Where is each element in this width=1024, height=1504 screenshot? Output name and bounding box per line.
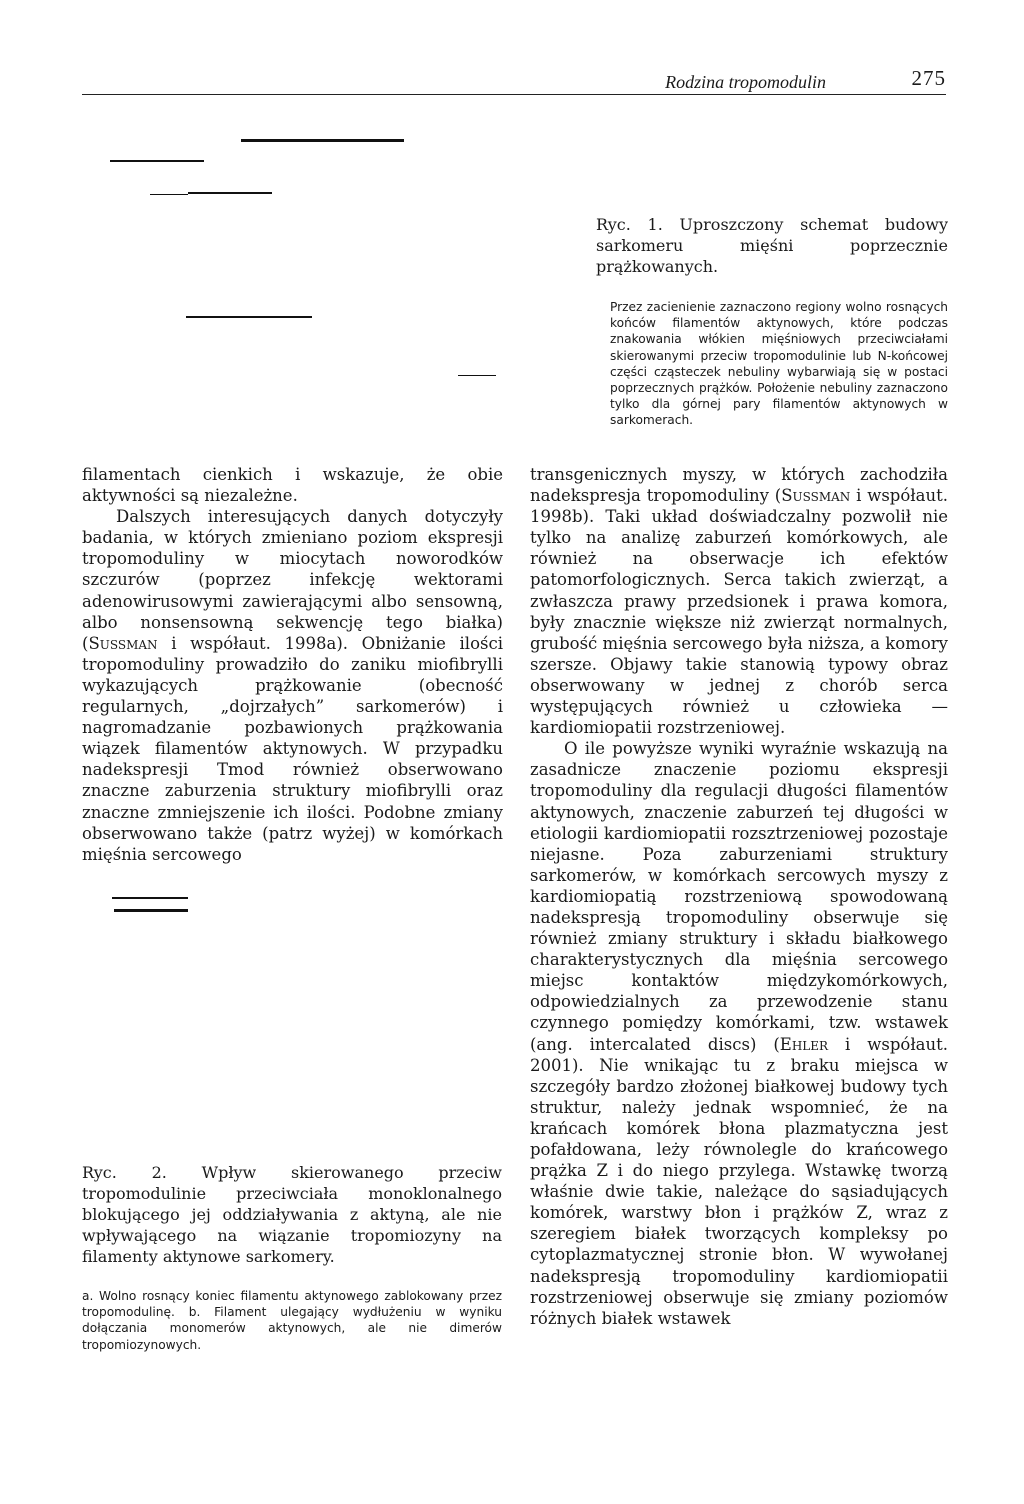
- page-header: [82, 66, 946, 95]
- right-column: [530, 464, 948, 1329]
- figure-2-line: [112, 897, 188, 899]
- figure-1-caption: Ryc. 1. Uproszczony schemat budowy sarkomeru mięśni poprzecznie prążkowanych.: [596, 215, 948, 276]
- figure-1-line: [186, 316, 312, 318]
- left-column: [82, 464, 503, 865]
- right-paragraph-1: transgenicznych myszy, w których zachodziła nadekspresja tropomoduliny (Sussman i współaut. 1998b). Taki układ doświadczalny pozwolił nie tylko na analizę zaburzeń komórkowych, ale również na obserwacje ich efektów patomorfologicznych. Serca takich zwierząt, a zwłaszcza prawy przedsionek i prawa komora, były znacznie większe niż zwierząt normalnych, grubość mięśnia sercowego była niższa, a komory szersze. Objawy takie stanowią typowy obraz obserwowany w jednej z chorób serca występujących również u człowieka — kardiomiopatii rozstrzeniowej.: [530, 465, 948, 738]
- citation-author: Sussman: [88, 633, 158, 653]
- left-paragraph-1: filamentach cienkich i wskazuje, że obie aktywności są niezależne.: [82, 465, 503, 506]
- figure-2-caption: Ryc. 2. Wpływ skierowanego przeciw tropomodulinie przeciwciała monoklonalnego blokującego jej oddziaływania z aktyną, ale nie wpływającego na wiązanie tropomiozyny na filamenty aktynowe sarkomery.: [82, 1163, 502, 1266]
- citation-author: Sussman: [781, 486, 851, 506]
- citation-author: Ehler: [779, 1034, 829, 1054]
- figure-2-line: [114, 909, 188, 912]
- right-paragraph-2: O ile powyższe wyniki wyraźnie wskazują na zasadnicze znaczenie poziomu ekspresji tropomoduliny dla regulacji długości filamentów aktynowych, znaczenie zaburzeń tej długości w etiologii kardiomiopatii rozsztrzeniowej pozostaje niejasne. Poza zaburzeniami struktury sarkomerów, w komórkach sercowych myszy z kardiomiopatią rozstrzeniową spowodowaną nadekspresją tropomoduliny obserwuje się również zmiany struktury i składu białkowego charakterystycznych dla mięśnia sercowego miejsc kontaktów międzykomórkowych, odpowiedzialnych za przewodzenie stanu czynnego pomiędzy komórkami, tzw. wstawek (ang. intercalated discs) (Ehler i współaut. 2001). Nie wnikając tu z braku miejsca w szczegóły bardzo złożonej białkowej budowy tych struktur, należy jednak wspomnieć, że na krańcach komórek błona plazmatyczna jest pofałdowana, leży równolegle do krańcowego prążka Z i do niego przylega. Wstawkę tworzą właśnie dwie takie, należące do sąsiadujących komórek, warstwy błon i prążków Z, wraz z szeregiem białek tworzących kompleksy po cytoplazmatycznej stronie błon. W wywołanej nadekspresją tropomoduliny kardiomiopatii rozstrzeniowej obserwuje się zmiany poziomów różnych białek wstawek: [530, 739, 949, 1328]
- figure-1-line: [150, 194, 188, 195]
- running-title: Rodzina tropomodulin: [665, 72, 826, 92]
- figure-1-note: Przez zacienienie zaznaczono regiony wolno rosnących końców filamentów aktynowych, które podczas znakowania włókien mięśniowych przeciwciałami skierowanymi przeciw tropomodulinie lub N-końcowej części cząsteczek nebuliny wybarwiają się w postaci poprzecznych prążków. Położenie nebuliny zaznaczono tylko dla górnej pary filamentów aktynowych w sarkomerach.: [610, 300, 948, 428]
- figure-1-line: [110, 160, 204, 162]
- figure-1-line: [241, 139, 404, 142]
- left-paragraph-2: Dalszych interesujących danych dotyczyły badania, w których zmieniano poziom ekspresji tropomoduliny w miocytach noworodków szczurów (poprzez infekcję wektorami adenowirusowymi zawierającymi albo sensowną, albo nonsensowną sekwencję tego białka) (Sussman i współaut. 1998a). Obniżanie ilości tropomoduliny prowadziło do zaniku miofibrylli wykazujących prążkowanie (obecność regularnych, „dojrzałych” sarkomerów) i nagromadzanie pozbawionych prążkowania wiązek filamentów aktynowych. W przypadku nadekspresji Tmod również obserwowano znaczne zaburzenia struktury miofibrylli oraz znaczne zmniejszenie ich ilości. Podobne zmiany obserwowano także (patrz wyżej) w komórkach mięśnia sercowego: [82, 507, 503, 864]
- figure-1-line: [188, 192, 272, 194]
- figure-2-note: a. Wolno rosnący koniec filamentu aktynowego zablokowany przez tropomodulinę. b. Filament ulegający wydłużeniu w wyniku dołączania monomerów aktynowych, ale nie dimerów tropomiozynowych.: [82, 1289, 502, 1352]
- page-number: 275: [911, 66, 946, 90]
- figure-1-line: [458, 375, 496, 376]
